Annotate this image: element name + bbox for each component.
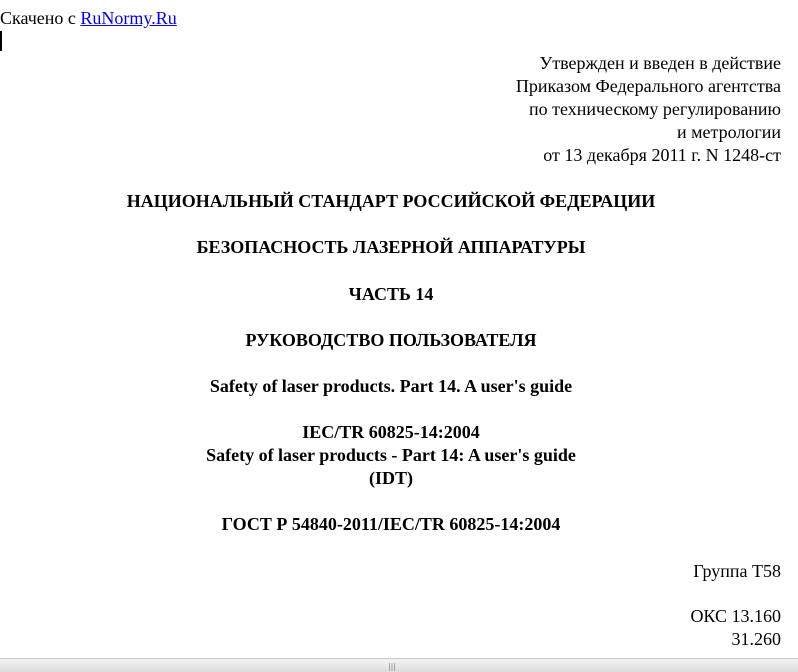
download-source-line [0, 7, 177, 30]
group-label: Группа Т58 [693, 561, 781, 581]
runormy-link[interactable]: RuNormy.Ru [80, 8, 177, 28]
horizontal-scrollbar[interactable] [0, 658, 798, 672]
approval-block [516, 52, 781, 167]
document-title: БЕЗОПАСНОСТЬ ЛАЗЕРНОЙ АППАРАТУРЫ [196, 237, 586, 257]
idt-label: (IDT) [369, 468, 413, 488]
approval-line: и метрологии [677, 122, 781, 142]
approval-line: Утвержден и введен в действие [539, 53, 781, 73]
approval-line: Приказом Федерального агентства [515, 76, 781, 96]
scrollbar-grip-icon[interactable]: ||| [387, 662, 397, 671]
text-cursor [0, 31, 2, 51]
part-heading: ЧАСТЬ 14 [348, 284, 434, 304]
iec-title: Safety of laser products - Part 14: A user's guide [206, 445, 576, 465]
oks-code-secondary: 31.260 [731, 629, 781, 649]
gost-designation: ГОСТ Р 54840-2011/IEC/TR 60825-14:2004 [221, 514, 561, 534]
iec-code: IEC/TR 60825-14:2004 [302, 422, 480, 442]
guide-heading: РУКОВОДСТВО ПОЛЬЗОВАТЕЛЯ [245, 330, 537, 350]
standard-heading: НАЦИОНАЛЬНЫЙ СТАНДАРТ РОССИЙСКОЙ ФЕДЕРАЦИИ [126, 191, 656, 211]
approval-line: по техническому регулированию [528, 99, 781, 119]
oks-code: ОКС 13.160 [690, 606, 781, 626]
approval-line: от 13 декабря 2011 г. N 1248-ст [543, 145, 781, 165]
english-title: Safety of laser products. Part 14. A user's guide [209, 376, 573, 396]
download-source-prefix: Скачено с [0, 8, 81, 28]
